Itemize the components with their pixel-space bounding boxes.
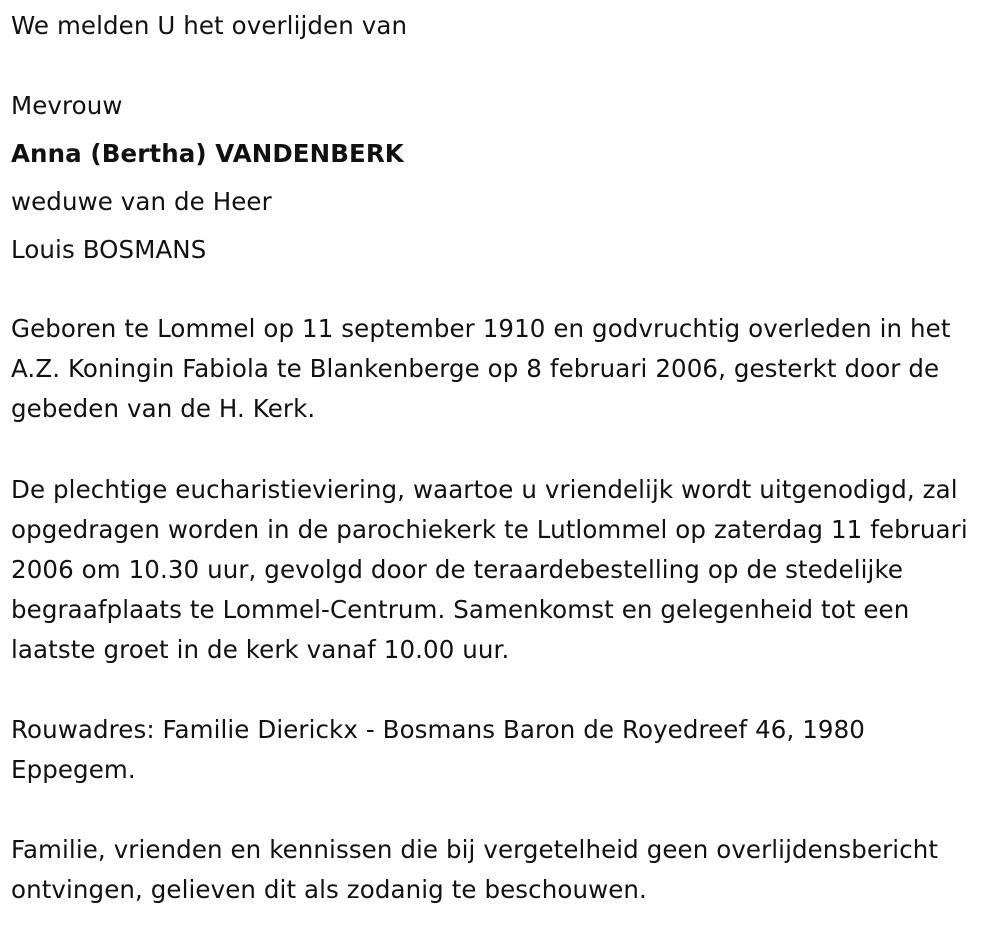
honorific-title: Mevrouw (11, 91, 123, 120)
ceremony-paragraph: De plechtige eucharistieviering, waartoe u vriendelijk wordt uitgenodigd, zal opgedragen worden in de parochiekerk te Lutlommel op zaterdag 11 februari 2006 om 10.30 uur, gevolgd door de teraardebestelling op de stedelijke begraafplaats te Lommel-Centrum. Samenkomst en gelegenheid tot een laatste groet in de kerk vanaf 10.00 uur. (11, 475, 968, 664)
closing-paragraph: Familie, vrienden en kennissen die bij vergetelheid geen overlijdensbericht ontvingen, gelieven dit als zodanig te beschouwen. (11, 835, 939, 904)
mourning-address-paragraph: Rouwadres: Familie Dierickx - Bosmans Baron de Royedreef 46, 1980 Eppegem. (11, 715, 865, 784)
widow-of-line: weduwe van de Heer (11, 187, 272, 216)
deceased-name: Anna (Bertha) VANDENBERK (11, 139, 404, 168)
birth-death-paragraph: Geboren te Lommel op 11 september 1910 en godvruchtig overleden in het A.Z. Koningin Fabiola te Blankenberge op 8 februari 2006, gesterkt door de gebeden van de H. Kerk. (11, 314, 951, 423)
intro-line: We melden U het overlijden van (11, 11, 408, 40)
husband-name: Louis BOSMANS (11, 235, 207, 264)
